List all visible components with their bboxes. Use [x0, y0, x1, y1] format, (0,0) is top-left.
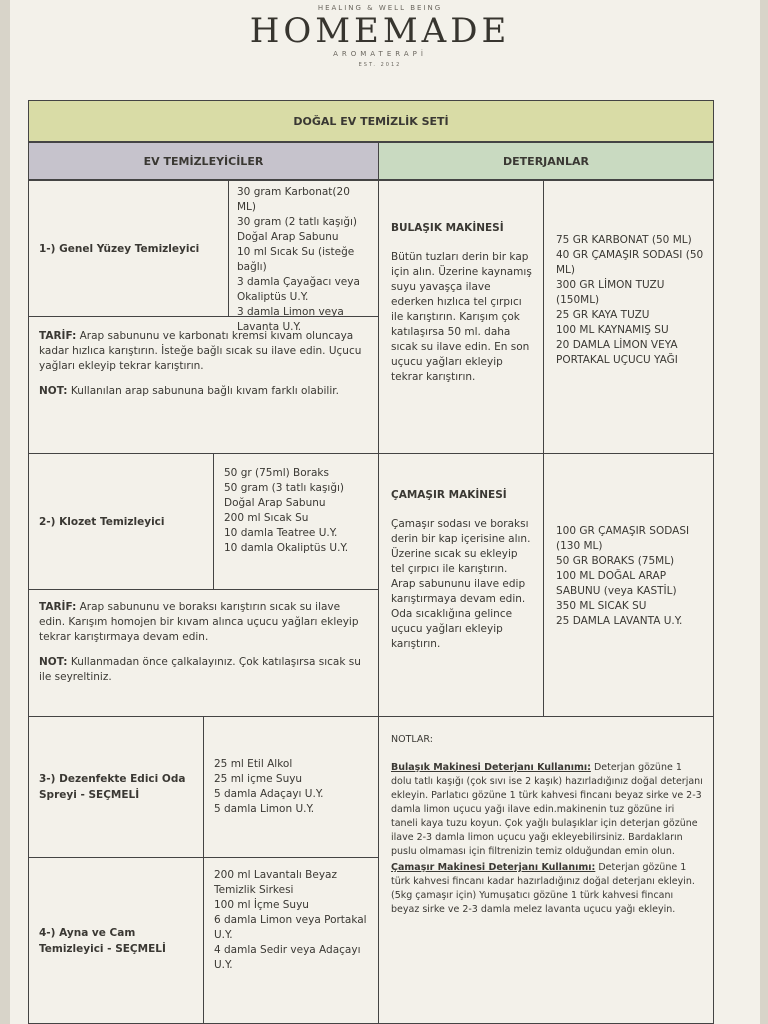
ingredient: 50 gr (75ml) Boraks	[224, 467, 329, 479]
washer-ingredients	[543, 453, 714, 717]
ingredient: 20 DAMLA LİMON VEYA PORTAKAL UÇUCU YAĞI	[556, 339, 678, 366]
cleaner-1-ingredients	[228, 180, 379, 333]
logo-sub: AROMATERAPİ	[333, 50, 427, 58]
note-label: NOT:	[39, 656, 68, 668]
washer-text: Çamaşır sodası ve boraksı derin bir kap içerisine alın. Üzerine sıcak su ekleyip tel çırpıcı ile karıştırın. Arap sabununu ilave edip karıştırmaya devam edin. Oda sıcaklığına gelince uçucu yağları ekleyip karıştırın.	[391, 518, 531, 650]
ingredient: 50 gram (3 tatlı kaşığı) Doğal Arap Sabunu	[224, 482, 345, 509]
cleaner-3-label: 3-) Dezenfekte Edici Oda Spreyi - SEÇMELİ	[39, 773, 186, 801]
dishwasher-title: BULAŞIK MAKİNESİ	[391, 222, 504, 234]
recipe-text: Arap sabununu ve boraksı karıştırın sıcak su ilave edin. Karışım homojen bir kıvam alınca uçucu yağları ekleyip tekrar karıştırmaya devam edin.	[39, 601, 359, 643]
ingredient: 350 ML SICAK SU	[556, 600, 647, 612]
logo-name: HOMEMADE	[249, 11, 511, 51]
ingredient: 3 damla Çayağacı veya Okaliptüs U.Y.	[237, 276, 360, 303]
washer-usage-text: Deterjan gözüne 1 türk kahvesi fincanı kadar hazırladığınız doğal deterjanı ekleyin.(5kg çamaşır için) Yumuşatıcı gözüne 1 türk kahvesi fincanı beyaz sirke ve 2-3 damla melez lavanta uçucu yağı ekleyin.	[391, 862, 695, 915]
ingredient: 100 ML DOĞAL ARAP SABUNU (veya KASTİL)	[556, 570, 677, 597]
ingredient: 100 ML KAYNAMIŞ SU	[556, 324, 669, 336]
brand-logo	[0, 4, 760, 68]
ingredient: 100 ml İçme Suyu	[214, 899, 309, 911]
table-title: DOĞAL EV TEMİZLİK SETİ	[28, 100, 714, 142]
ingredient: 6 damla Limon veya Portakal U.Y.	[214, 914, 367, 941]
dishwasher-usage-title: Bulaşık Makinesi Deterjanı Kullanımı:	[391, 762, 591, 773]
cleaner-3-ingredients	[203, 716, 379, 858]
recipe-table	[28, 100, 714, 1024]
recipe-label: TARİF:	[39, 330, 77, 342]
recipe-label: TARİF:	[39, 601, 77, 613]
cleaner-1-label: 1-) Genel Yüzey Temizleyici	[39, 242, 200, 255]
cleaner-2-label: 2-) Klozet Temizleyici	[39, 515, 165, 528]
ingredient: 10 damla Okaliptüs U.Y.	[224, 542, 349, 554]
cleaner-1-recipe	[28, 316, 379, 454]
washer-instructions	[378, 453, 544, 717]
ingredient: 30 gram (2 tatlı kaşığı) Doğal Arap Sabunu	[237, 216, 358, 243]
dishwasher-ingredients	[543, 180, 714, 454]
notes-heading: NOTLAR:	[391, 734, 433, 745]
ingredient: 10 damla Teatree U.Y.	[224, 527, 338, 539]
right-column-header: DETERJANLAR	[378, 142, 714, 180]
ingredient: 40 GR ÇAMAŞIR SODASI (50 ML)	[556, 249, 704, 276]
logo-tagline: HEALING & WELL BEING	[317, 4, 443, 12]
washer-usage-title: Çamaşır Makinesi Deterjanı Kullanımı:	[391, 862, 596, 873]
cleaner-2-ingredients	[213, 453, 379, 590]
cleaner-2-recipe	[28, 589, 379, 717]
dishwasher-text: Bütün tuzları derin bir kap için alın. Üzerine kaynamış suyu yavaşça ilave ederken hızlıca tel çırpıcı ile karıştırın. Karışım çok katılaşırsa 50 ml. daha sıcak su ilave edin. En son uçucu yağları ekleyip tekrar karıştırın.	[391, 251, 532, 383]
cleaner-4-label-cell	[28, 857, 204, 1024]
cleaner-1-label-cell	[28, 180, 229, 317]
ingredient: 300 GR LİMON TUZU (150ML)	[556, 279, 665, 306]
ingredient: 5 damla Adaçayı U.Y.	[214, 788, 324, 800]
logo-est: EST. 2012	[358, 62, 402, 68]
ingredient: 100 GR ÇAMAŞIR SODASI (130 ML)	[556, 525, 690, 552]
note-text: Kullanılan arap sabununa bağlı kıvam farklı olabilir.	[70, 385, 339, 397]
ingredient: 10 ml Sıcak Su (isteğe bağlı)	[237, 246, 355, 273]
ingredient: 200 ml Sıcak Su	[224, 512, 309, 524]
ingredient: 5 damla Limon U.Y.	[214, 803, 315, 815]
note-label: NOT:	[39, 385, 68, 397]
cleaner-2-label-cell	[28, 453, 214, 590]
dishwasher-usage-text: Deterjan gözüne 1 dolu tatlı kaşığı (çok sıvı ise 2 kaşık) hazırladığınız doğal deterjanı ekleyin. Parlatıcı gözüne 1 türk kahvesi fincanı beyaz sirke ve 2-3 damla limon uçucu yağı ilave edin.makinenin tuz gözüne iri taneli kaya tuzu koyun. Çok yağlı bulaşıklar için deterjan gözüne ilave 2-3 damla limon uçucu yağı ekleyebilirsiniz. Bardakların puslu olmaması için filtrenizin temiz olduğundan emin olun.	[391, 762, 703, 857]
ingredient: 75 GR KARBONAT (50 ML)	[556, 234, 692, 246]
ingredient: 30 gram Karbonat(20 ML)	[237, 186, 350, 213]
recipe-text: Arap sabununu ve karbonatı kremsi kıvam oluncaya kadar hızlıca karıştırın. İsteğe bağlı sıcak su ilave edin. Uçucu yağları ekleyip tekrar karıştırın.	[39, 330, 362, 372]
cleaner-3-label-cell	[28, 716, 204, 858]
ingredient: 25 DAMLA LAVANTA U.Y.	[556, 615, 683, 627]
dishwasher-instructions	[378, 180, 544, 454]
cleaner-4-ingredients	[203, 857, 379, 1024]
cleaner-4-label: 4-) Ayna ve Cam Temizleyici - SEÇMELİ	[39, 926, 166, 955]
ingredient: 200 ml Lavantalı Beyaz Temizlik Sirkesi	[214, 869, 337, 896]
notes-box	[378, 716, 714, 1024]
washer-title: ÇAMAŞIR MAKİNESİ	[391, 489, 507, 501]
left-column-header: EV TEMİZLEYİCİLER	[28, 142, 379, 180]
ingredient: 25 ml içme Suyu	[214, 773, 303, 785]
ingredient: 3 damla Limon veya Lavanta U.Y.	[237, 306, 344, 333]
ingredient: 25 GR KAYA TUZU	[556, 309, 650, 321]
note-text: Kullanmadan önce çalkalayınız. Çok katılaşırsa sıcak su ile seyreltiniz.	[39, 656, 361, 683]
ingredient: 50 GR BORAKS (75ML)	[556, 555, 675, 567]
ingredient: 4 damla Sedir veya Adaçayı U.Y.	[214, 944, 361, 971]
ingredient: 25 ml Etil Alkol	[214, 758, 293, 770]
